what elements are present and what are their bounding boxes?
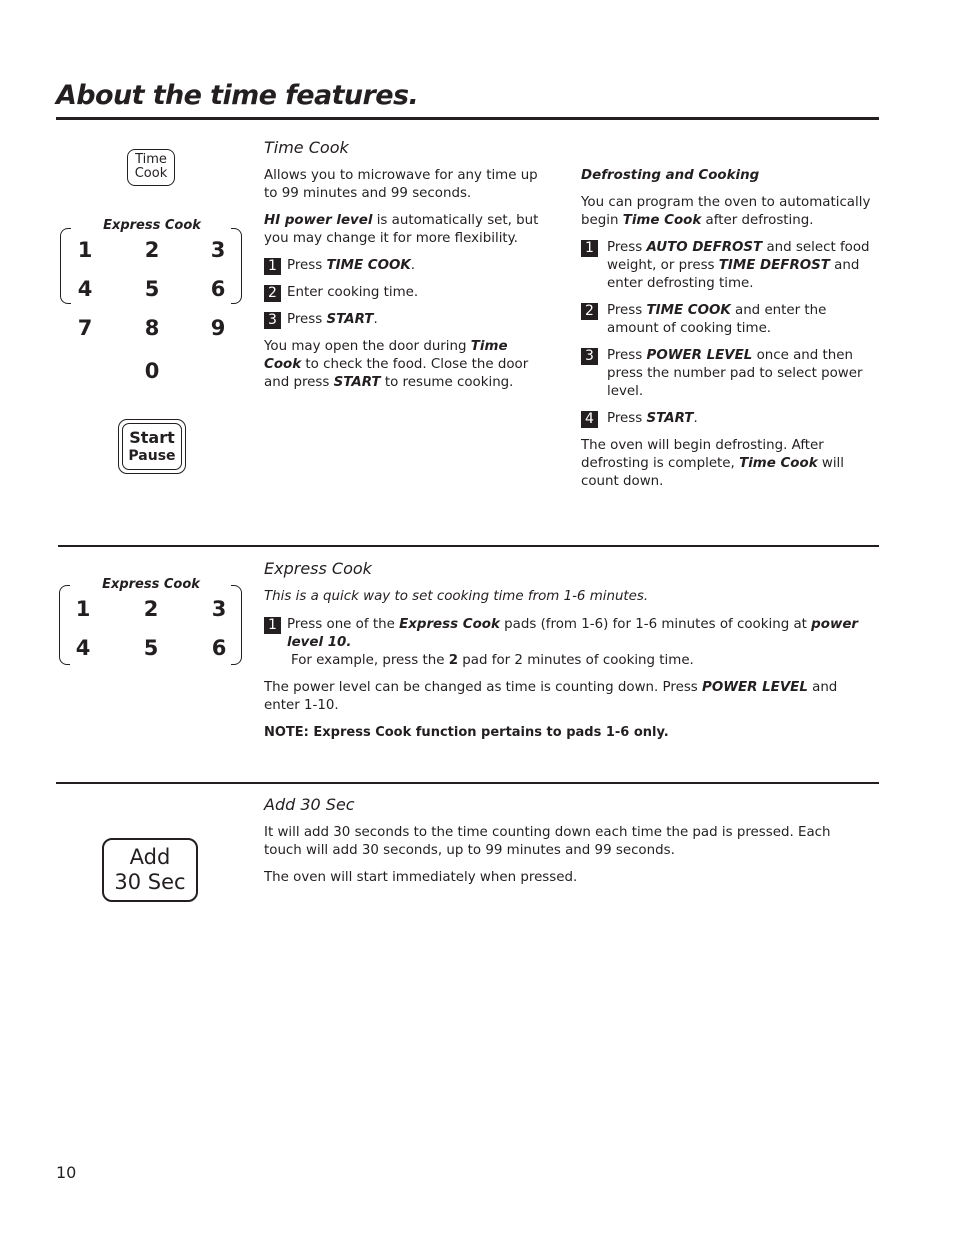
section-rule-express [58,545,879,547]
step-number-1: 1 [264,617,281,634]
defrost-heading [581,167,875,185]
defrost-text: The oven will begin defrosting. After defrosting is complete, [581,438,824,471]
step-text: Press [287,258,327,273]
defrost-emphasis: TIME COOK [646,303,731,318]
step-emphasis: START [326,312,374,327]
add-30-sec-pad [102,838,198,902]
key-7: 7 [77,316,93,340]
step-number-2: 2 [581,303,598,320]
defrost-text: and enter the amount of cooking time. [607,303,827,336]
time-cook-p3 [264,338,540,392]
defrost-outro [581,437,873,491]
add30-p2: The oven will start immediately when pressed. [264,870,578,885]
key-8: 8 [144,316,160,340]
key-2: 2 [144,238,160,262]
defrost-step-1 [581,239,875,293]
defrost-emphasis: Time Cook [739,456,818,471]
defrost-heading-text: Defrosting and Cooking [581,168,760,183]
time-cook-p2-text: is automatically set, but you may change it for more flexibility. [264,213,539,246]
defrost-step-2 [581,302,875,338]
pause-label: Pause [128,448,176,464]
step-number-1: 1 [581,240,598,257]
step-number-3: 3 [581,348,598,365]
step-text: Enter cooking time. [287,285,419,300]
step-number-4: 4 [581,411,598,428]
express-text: The power level can be changed as time is counting down. Press [264,680,703,695]
defrost-intro [581,194,875,230]
keypad-express-label: Express Cook [102,577,200,592]
title-rule [56,117,879,120]
section-rule-add30 [56,782,879,784]
defrost-text: Press [607,348,647,363]
page-title: About the time features. [56,80,419,111]
express-power-note [264,679,876,715]
step-emphasis: TIME COOK [326,258,411,273]
step-number-1: 1 [264,258,281,275]
defrost-step-4 [581,410,875,428]
express-key-1: 1 [75,597,91,621]
keypad-full [57,218,247,388]
add30-heading: Add 30 Sec [264,795,355,814]
step-text: . [410,258,415,273]
express-note-text: NOTE: Express Cook function pertains to pads 1-6 only. [264,725,669,740]
time-cook-p1: Allows you to microwave for any time up to 99 minutes and 99 seconds. [264,168,538,201]
page-number: 10 [56,1163,77,1182]
keypad-express [56,577,246,667]
defrost-column [581,167,875,491]
express-emphasis: power level 10. [287,617,859,650]
defrost-text: Press [607,240,647,255]
express-bold: 2 [448,653,459,668]
key-4: 4 [77,277,93,301]
add30-body [264,824,870,887]
express-text: and enter 1-10. [264,680,838,713]
p3-text: You may open the door during [264,339,471,354]
defrost-emphasis: Time Cook [622,213,702,228]
time-cook-pad [127,149,175,186]
express-key-4: 4 [75,636,91,660]
express-intro [264,588,876,606]
express-intro-text: This is a quick way to set cooking time from 1-6 minutes. [264,589,649,604]
step-text: . [373,312,378,327]
p3-text: to resume cooking. [380,375,514,390]
key-3: 3 [210,238,226,262]
defrost-emphasis: AUTO DEFROST [646,240,763,255]
defrost-emphasis: TIME DEFROST [718,258,830,273]
express-body [264,588,876,742]
key-9: 9 [210,316,226,340]
defrost-text: once and then press the number pad to select power level. [607,348,863,399]
hi-power-level: HI power level [264,213,373,228]
p3-text: to check the food. Close the door and press [264,357,529,390]
time-cook-heading: Time Cook [264,138,349,157]
key-1: 1 [77,238,93,262]
defrost-text: after defrosting. [701,213,814,228]
time-cook-body [264,167,540,392]
step-number-3: 3 [264,312,281,329]
defrost-emphasis: POWER LEVEL [646,348,753,363]
express-emphasis: POWER LEVEL [702,680,808,695]
express-note [264,724,876,742]
start-label: Start [129,428,175,447]
defrost-text: . [693,411,698,426]
step-number-2: 2 [264,285,281,302]
defrost-text: and select food weight, or press [607,240,870,273]
key-5: 5 [144,277,160,301]
add-label: Add [129,845,171,869]
defrost-text: You can program the oven to automatically begin [581,195,871,228]
start-pause-pad [118,419,186,474]
express-heading: Express Cook [264,559,372,578]
keypad-label: Express Cook [103,218,201,233]
express-key-5: 5 [143,636,159,660]
step-text: Press [287,312,327,327]
express-text: For example, press the [291,653,449,668]
express-text: Press one of the [287,617,400,632]
30-sec-label: 30 Sec [114,870,186,894]
time-cook-step-2 [264,284,540,302]
time-cook-step-1 [264,257,540,275]
add30-p1: It will add 30 seconds to the time counting down each time the pad is pressed. Each touch will add 30 seconds, up to 99 minutes and 99 seconds. [264,825,831,858]
express-step-1 [264,616,876,670]
defrost-step-3 [581,347,875,401]
defrost-text: Press [607,303,647,318]
p3-emphasis: START [333,375,381,390]
express-key-2: 2 [143,597,159,621]
express-text: pad for 2 minutes of cooking time. [458,653,694,668]
defrost-text: and enter defrosting time. [607,258,860,291]
key-0: 0 [144,359,160,383]
express-emphasis: Express Cook [399,617,500,632]
express-text: pads (from 1-6) for 1-6 minutes of cooking at [499,617,812,632]
key-6: 6 [210,277,226,301]
time-cook-pad-label: Time Cook [134,152,168,181]
defrost-text: will count down. [581,456,844,489]
express-key-6: 6 [211,636,227,660]
defrost-emphasis: START [646,411,694,426]
express-key-3: 3 [211,597,227,621]
time-cook-p2 [264,212,540,248]
p3-emphasis: Time Cook [264,339,508,372]
time-cook-step-3 [264,311,540,329]
defrost-text: Press [607,411,647,426]
